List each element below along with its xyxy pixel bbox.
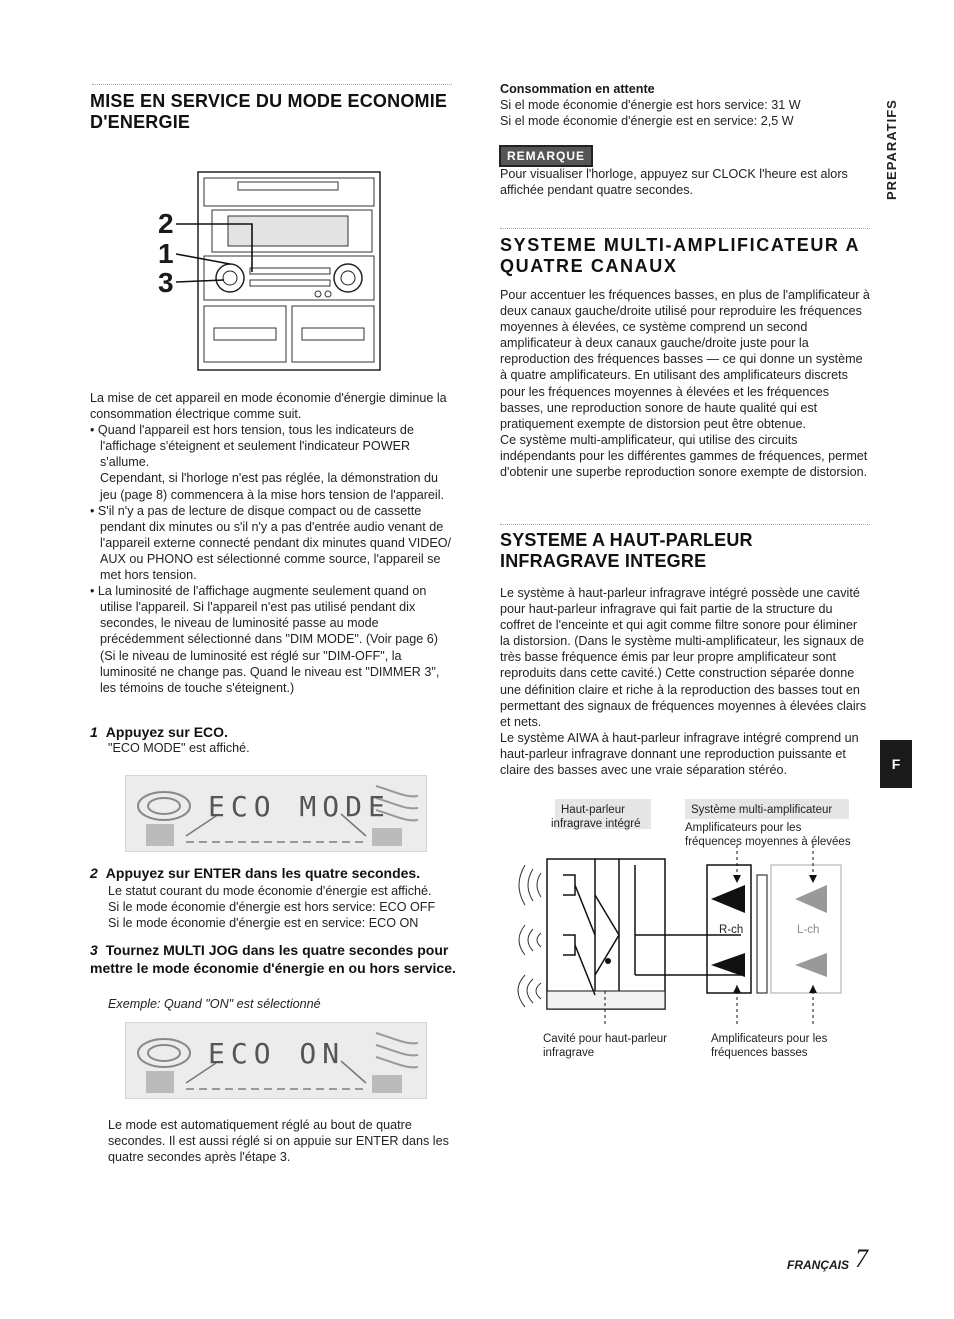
consumption-heading: Consommation en attente: [500, 82, 655, 96]
eco-bullet-2: • S'il n'y a pas de lecture de disque compact ou de cassette pendant dix minutes ou s'il n'y a pas d'entrée audio venant de l'appareil externe connecté pendant dix minutes quand VIDEO/ AUX ou PHONO est sélectionné comme source, l'appareil se met hors tension.: [90, 503, 452, 583]
step-2-heading: [90, 864, 460, 882]
page-number: 7: [855, 1244, 868, 1273]
multiamp-text-block: [500, 287, 870, 480]
lcd-text-eco-mode: ECO MODE: [208, 790, 391, 823]
lcd-display-eco-on: [125, 1022, 427, 1099]
device-label-1: 1: [158, 238, 174, 269]
eco-bullet-1: • Quand l'appareil est hors tension, tous les indicateurs de l'affichage s'éteignent et seulement l'indicateur POWER s'allume.: [90, 423, 414, 470]
step-3-text: Tournez MULTI JOG dans les quatre secondes pour mettre le mode économie d'énergie en ou hors service.: [90, 942, 456, 976]
step-3-example: Exemple: Quand "ON" est sélectionné: [108, 997, 321, 1011]
remarque-badge: REMARQUE: [499, 145, 593, 167]
step-1-text: Appuyez sur ECO.: [105, 724, 228, 740]
step-2-details: [108, 883, 458, 931]
step-3-heading: [90, 941, 462, 977]
multiamp-text-2: Ce système multi-amplificateur, qui utilise des circuits indépendants pour les différentes gammes de fréquences, permet d'obtenir une superbe reproduction sonore exempte de distorsion.: [500, 432, 868, 480]
side-tab-preparatifs: PREPARATIFS: [884, 99, 899, 200]
step-1-heading: [90, 723, 460, 741]
section-rule-3: [500, 524, 870, 525]
label-subwoofer-1: Haut-parleur: [561, 804, 625, 816]
multiamp-text-1: Pour accentuer les fréquences basses, en plus de l'amplificateur à deux canaux gauche/droite utilisé pour reproduire les fréquences moyennes à élevées, ce système comprend un second amplificateur à deux canaux gauche/droite juste pour la reproduction des fréquences basses — ce qui donne un système à quatre amplificateurs. En utilisant des amplificateurs discrets pour les fréquences moyennes à élevées et les fréquences basses, une reproduction sonore de haute qualité qui est pratiquement exempte de distorsion peut être obtenue.: [500, 288, 870, 431]
section-title-infragrave: SYSTEME A HAUT-PARLEUR INFRAGRAVE INTEGRE: [500, 530, 753, 571]
section-title-eco: MISE EN SERVICE DU MODE ECONOMIE D'ENERGIE: [90, 91, 448, 132]
subwoofer-diagram: [505, 795, 875, 1065]
step-2-text: Appuyez sur ENTER dans les quatre secondes.: [105, 865, 421, 881]
consumption-line-2: Si el mode économie d'énergie est en service: 2,5 W: [500, 114, 794, 128]
eco-intro: La mise de cet appareil en mode économie d'énergie diminue la consommation électrique comme suit.: [90, 391, 447, 422]
infragrave-text-block: [500, 585, 870, 778]
section-title-multiamp: SYSTEME MULTI-AMPLIFICATEUR A QUATRE CANAUX: [500, 235, 860, 276]
eco-closing-text: Le mode est automatiquement réglé au bout de quatre secondes. Il est aussi réglé si on appuie sur ENTER dans les quatre secondes après l'étape 3.: [108, 1118, 449, 1165]
lcd-display-eco-mode: [125, 775, 427, 852]
step-1-detail: "ECO MODE" est affiché.: [108, 741, 250, 755]
label-subwoofer-2: infragrave intégré: [551, 818, 641, 830]
label-amp-high-1: Amplificateurs pour les: [685, 822, 802, 834]
device-label-3: 3: [158, 267, 174, 298]
device-label-2: 2: [158, 208, 174, 239]
section-rule-2: [500, 228, 870, 229]
footer-language: FRANÇAIS: [787, 1258, 849, 1272]
section-rule: [92, 84, 452, 85]
remarque-text: Pour visualiser l'horloge, appuyez sur CLOCK l'heure est alors affichée pendant quatre secondes.: [500, 167, 848, 198]
label-r-ch: R-ch: [719, 924, 744, 936]
eco-intro-block: [90, 390, 455, 696]
step-2-line-2: Si le mode économie d'énergie est hors service: ECO OFF: [108, 900, 436, 914]
step-1-number: 1: [90, 724, 98, 740]
label-cavity-2: infragrave: [543, 1047, 595, 1059]
step-2-line-3: Si le mode économie d'énergie est en service: ECO ON: [108, 916, 419, 930]
consumption-line-1: Si el mode économie d'énergie est hors service: 31 W: [500, 98, 801, 112]
label-l-ch: L-ch: [797, 924, 820, 936]
infragrave-text-2: Le système AIWA à haut-parleur infragrave intégré comprend un haut-parleur infragrave donnant une reproduction puissante et claire des basses avec une vraie séparation stéréo.: [500, 730, 859, 778]
step-3-number: 3: [90, 942, 98, 958]
step-2-number: 2: [90, 865, 98, 881]
label-amp-high-2: fréquences moyennes à élevées: [685, 836, 851, 848]
label-amp-low-1: Amplificateurs pour les: [711, 1033, 828, 1045]
language-tab-f: F: [880, 740, 912, 788]
label-cavity-1: Cavité pour haut-parleur: [543, 1033, 668, 1045]
eco-bullet-1-cont: Cependant, si l'horloge n'est pas réglée, la démonstration du jeu (page 8) commencera à la mise hors tension de l'appareil.: [100, 471, 445, 502]
lcd-text-eco-on: ECO ON: [208, 1037, 346, 1070]
eco-bullet-3: • La luminosité de l'affichage augmente seulement quand on utilise l'appareil. Si l'appareil n'est pas utilisé pendant dix secondes, le niveau de luminosité passe au mode précédemment sélectionné dans "DIM MODE". (Voir page 6) (Si le niveau de luminosité est réglé sur "DIM-OFF", la luminosité ne change pas. Quand le niveau est "DIMMER 3", les témoins de touche s'éteignent.): [90, 584, 440, 695]
label-amp-low-2: fréquences basses: [711, 1047, 808, 1059]
label-multi-amp: Système multi-amplificateur: [691, 804, 833, 816]
device-illustration: [148, 168, 386, 378]
infragrave-text-1: Le système à haut-parleur infragrave intégré possède une cavité pour haut-parleur infragrave qui fait partie de la structure du coffret de l'enceinte et qui agit comme filtre sonore pour éliminer la distorsion. (Dans le système multi-amplificateur, les signaux de très basse fréquence émis par leur propre amplificateur sont reproduits dans cette cavité.) Cette construction séparée donne une définition claire et riche à la reproduction des basses tout en permettant des signaux de fréquences moyennes à élevées clairs et nets.: [500, 586, 867, 729]
step-2-line-1: Le statut courant du mode économie d'énergie est affiché.: [108, 884, 432, 898]
